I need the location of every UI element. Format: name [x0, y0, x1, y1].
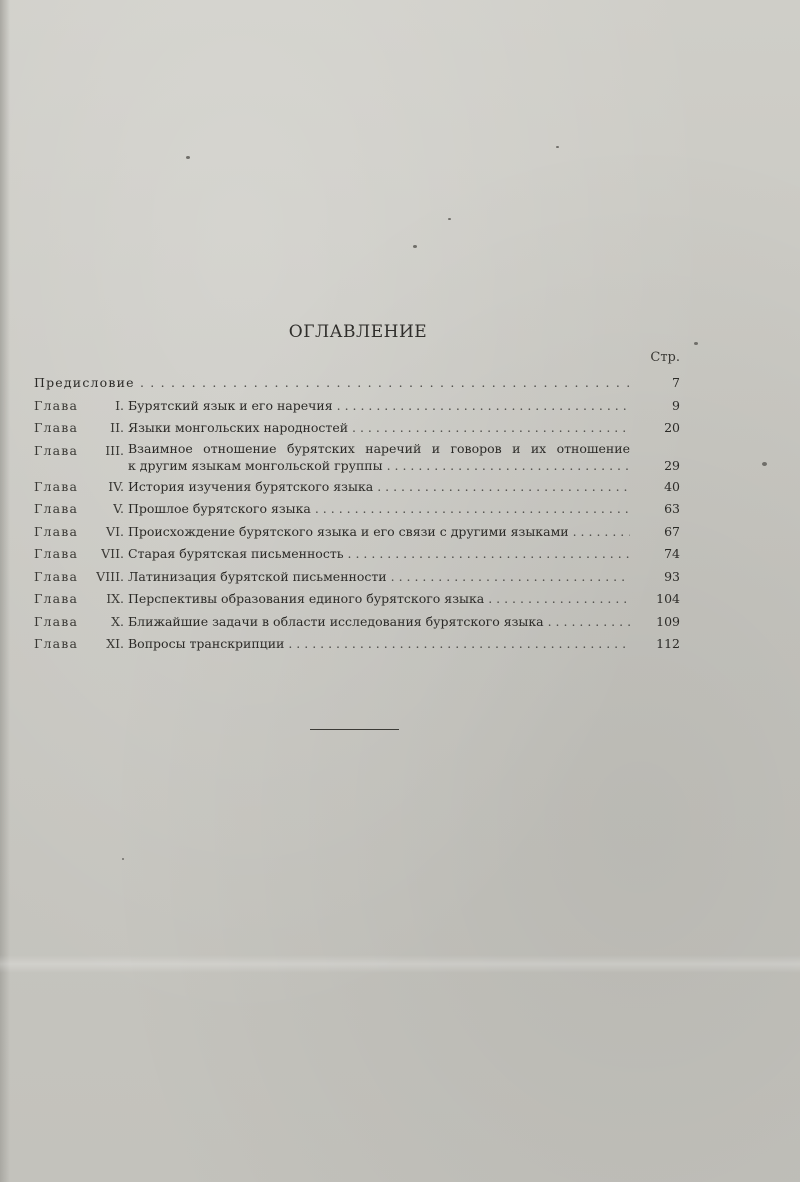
toc-entry-title: Происхождение бурятского языка и его связи с другими языками . . . [128, 521, 630, 544]
page-edge-shadow [0, 0, 10, 1182]
toc-entry-chapter: Глава [34, 501, 79, 516]
toc-entry-number: X. [111, 613, 124, 629]
table-of-contents [34, 372, 680, 656]
paper-speck [413, 245, 417, 248]
toc-entry-title: Вопросы транскрипции . . . [128, 633, 630, 656]
toc-entry-title: Прошлое бурятского языка . . . [128, 498, 630, 521]
page-title: ОГЛАВЛЕНИЕ [288, 322, 428, 342]
toc-entry [34, 476, 680, 499]
toc-entry-title: История изучения бурятского языка . . . [128, 476, 630, 499]
toc-entry [34, 633, 680, 656]
toc-entry [34, 543, 680, 566]
toc-entry-title [128, 440, 630, 474]
toc-entry-page: 67 [664, 523, 680, 539]
toc-entry-number: IX. [106, 591, 124, 606]
toc-entry-number: XI. [106, 636, 124, 651]
toc-entry-title: Ближайшие задачи в области исследования бурятского языка . . . [128, 611, 630, 634]
paper-crease [0, 955, 800, 973]
toc-entry-number: IV. [108, 478, 124, 494]
toc-entry-title: Перспективы образования единого бурятского языка . . . [128, 588, 630, 611]
toc-entry-number: III. [105, 442, 124, 458]
toc-entry-title: Предисловие . . . [34, 372, 630, 395]
toc-entry-chapter: Глава [34, 523, 79, 539]
toc-entry-title-line: Взаимное отношение бурятских наречий и говоров и их отношение [128, 440, 630, 456]
toc-entry-chapter: Глава [34, 568, 79, 584]
toc-entry-page: 20 [664, 420, 680, 435]
toc-entry-chapter: Глава [34, 636, 79, 651]
toc-entry-chapter: Глава [34, 478, 79, 494]
toc-entry-chapter: Глава [34, 546, 79, 561]
toc-entry [34, 566, 680, 589]
toc-entry-page: 104 [656, 591, 680, 606]
toc-entry-number: VI. [106, 523, 124, 539]
toc-entry-title: Бурятский язык и его наречия . . . [128, 395, 630, 418]
toc-entry-page: 63 [664, 501, 680, 516]
toc-entry-chapter: Глава [34, 397, 79, 413]
toc-entry [34, 395, 680, 418]
paper-speck [762, 462, 767, 466]
toc-entry [34, 417, 680, 440]
toc-entry [34, 498, 680, 521]
toc-entry-page: 7 [672, 375, 680, 390]
toc-entry-page: 93 [664, 568, 680, 584]
toc-entry-chapter: Глава [34, 591, 79, 606]
toc-entry-page: 29 [664, 457, 680, 473]
toc-entry-title-line: к другим языкам монгольской группы . . . [128, 457, 630, 474]
toc-entry-number: V. [113, 501, 124, 516]
toc-entry-page: 9 [672, 397, 680, 413]
toc-entry-title: Старая бурятская письменность . . . [128, 543, 630, 566]
paper-speck [556, 146, 559, 148]
toc-entry-title: Латинизация бурятской письменности . . . [128, 566, 630, 589]
toc-entry-chapter: Глава [34, 420, 79, 435]
paper-speck [448, 218, 451, 220]
toc-entry-number: VIII. [96, 568, 124, 584]
toc-entry-number: I. [115, 397, 124, 413]
toc-entry-chapter: Глава [34, 442, 79, 458]
toc-entry [34, 521, 680, 544]
end-divider [310, 729, 399, 730]
toc-entry [34, 611, 680, 634]
toc-entry [34, 588, 680, 611]
toc-entry-number: II. [110, 420, 124, 435]
toc-entry-page: 109 [656, 613, 680, 629]
paper-speck [186, 156, 190, 159]
toc-entry-title: Языки монгольских народностей . . . [128, 417, 630, 440]
toc-entry [34, 440, 680, 476]
toc-entry-page: 40 [664, 478, 680, 494]
paper-speck [122, 858, 124, 860]
toc-entry-page: 74 [664, 546, 680, 561]
toc-entry [34, 372, 680, 395]
toc-entry-number: VII. [101, 546, 124, 561]
toc-entry-page: 112 [656, 636, 680, 651]
page-column-label: Стр. [650, 350, 680, 365]
toc-entry-chapter: Глава [34, 613, 79, 629]
paper-speck [694, 342, 698, 345]
